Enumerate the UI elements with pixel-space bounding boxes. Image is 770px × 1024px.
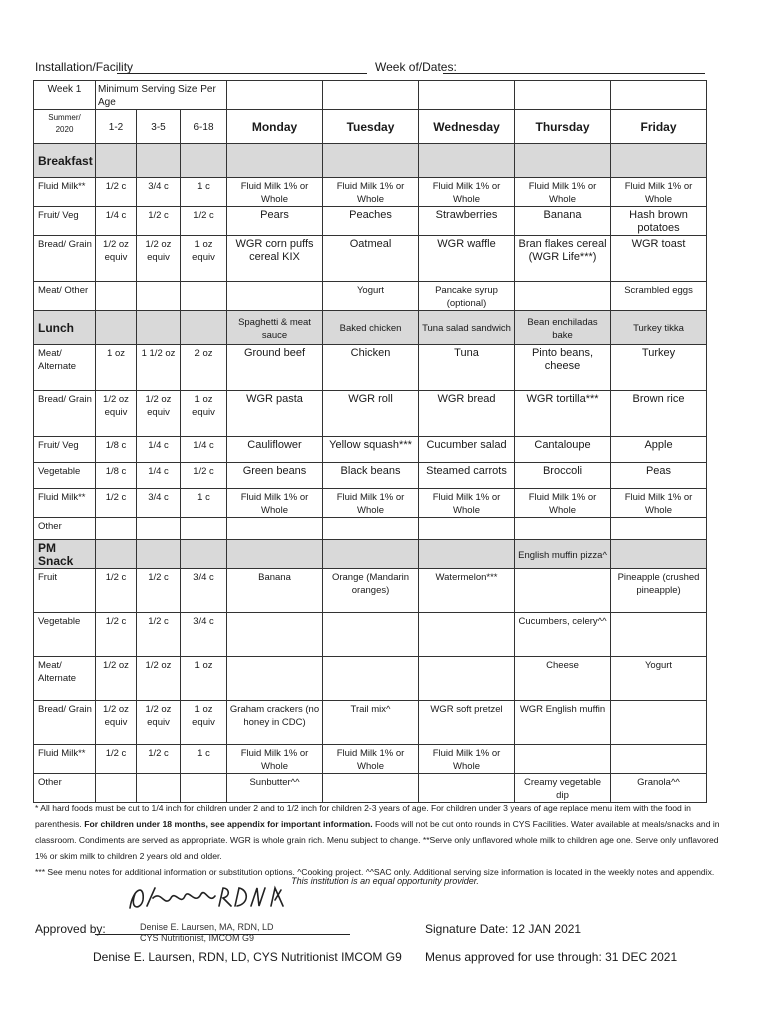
component-label: Other bbox=[34, 518, 96, 540]
table-row bbox=[34, 518, 707, 540]
table-row bbox=[34, 345, 707, 391]
menu-item-monday: Sunbutter^^ bbox=[227, 774, 323, 803]
section-blank-cell bbox=[611, 144, 707, 178]
serving-size: 1/2 c bbox=[137, 207, 181, 236]
table-row bbox=[34, 613, 707, 657]
menu-item-monday: Green beans bbox=[227, 463, 323, 489]
menu-table bbox=[33, 80, 707, 803]
menu-item-tuesday: Black beans bbox=[323, 463, 419, 489]
menu-item-wednesday: Strawberries bbox=[419, 207, 515, 236]
menu-item-wednesday: WGR bread bbox=[419, 391, 515, 437]
menu-item-monday bbox=[227, 613, 323, 657]
menu-item-thursday: Cucumbers, celery^^ bbox=[515, 613, 611, 657]
menu-item-wednesday: Fluid Milk 1% or Whole bbox=[419, 745, 515, 774]
serving-size: 1/4 c bbox=[137, 463, 181, 489]
menu-item-wednesday: Fluid Milk 1% or Whole bbox=[419, 178, 515, 207]
serving-size: 3/4 c bbox=[137, 489, 181, 518]
menu-item-wednesday: WGR waffle bbox=[419, 236, 515, 282]
section-title: Breakfast bbox=[34, 144, 96, 178]
section-day-entry bbox=[611, 540, 707, 569]
table-row bbox=[34, 774, 707, 803]
serving-size: 1/2 oz equiv bbox=[137, 391, 181, 437]
menu-item-monday: WGR pasta bbox=[227, 391, 323, 437]
printed-name: Denise E. Laursen, MA, RDN, LD bbox=[140, 922, 274, 932]
table-row bbox=[34, 437, 707, 463]
menu-item-thursday: Banana bbox=[515, 207, 611, 236]
menu-item-thursday: WGR tortilla*** bbox=[515, 391, 611, 437]
menu-item-wednesday: Watermelon*** bbox=[419, 569, 515, 613]
menu-item-monday bbox=[227, 657, 323, 701]
menu-item-wednesday: Fluid Milk 1% or Whole bbox=[419, 489, 515, 518]
menu-item-tuesday: Trail mix^ bbox=[323, 701, 419, 745]
section-blank-cell bbox=[515, 144, 611, 178]
menu-item-thursday: Fluid Milk 1% or Whole bbox=[515, 178, 611, 207]
component-label: Fluid Milk** bbox=[34, 178, 96, 207]
menu-item-friday bbox=[611, 518, 707, 540]
component-label: Bread/ Grain bbox=[34, 236, 96, 282]
menu-item-monday bbox=[227, 518, 323, 540]
day-header-friday: Friday bbox=[611, 110, 707, 144]
menu-item-thursday: WGR English muffin bbox=[515, 701, 611, 745]
approved-through: Menus approved for use through: 31 DEC 2021 bbox=[425, 950, 678, 964]
serving-size: 1 c bbox=[181, 745, 227, 774]
printed-signature-block bbox=[140, 922, 274, 944]
component-label: Meat/ Other bbox=[34, 282, 96, 311]
table-row bbox=[34, 657, 707, 701]
menu-item-wednesday: Steamed carrots bbox=[419, 463, 515, 489]
installation-line bbox=[117, 73, 367, 74]
table-subheader-row bbox=[34, 110, 707, 144]
menu-item-friday: Granola^^ bbox=[611, 774, 707, 803]
section-blank-cell bbox=[96, 144, 137, 178]
blank-header-cell bbox=[419, 81, 515, 110]
component-label: Fruit bbox=[34, 569, 96, 613]
serving-size: 1/2 oz bbox=[96, 657, 137, 701]
serving-size: 1/4 c bbox=[137, 437, 181, 463]
serving-size bbox=[181, 774, 227, 803]
menu-item-monday: Fluid Milk 1% or Whole bbox=[227, 178, 323, 207]
section-blank-cell bbox=[181, 540, 227, 569]
week-dates-label: Week of/Dates: bbox=[375, 60, 457, 74]
section-blank-cell bbox=[419, 144, 515, 178]
season-label: Summer/ 2020 bbox=[34, 110, 96, 144]
signature-date: Signature Date: 12 JAN 2021 bbox=[425, 922, 582, 936]
serving-size: 1/8 c bbox=[96, 437, 137, 463]
section-blank-cell bbox=[137, 144, 181, 178]
serving-size bbox=[96, 774, 137, 803]
menu-item-tuesday bbox=[323, 613, 419, 657]
day-header-thursday: Thursday bbox=[515, 110, 611, 144]
menu-item-friday: Fluid Milk 1% or Whole bbox=[611, 489, 707, 518]
menu-item-monday: Graham crackers (no honey in CDC) bbox=[227, 701, 323, 745]
menu-item-tuesday: Orange (Mandarin oranges) bbox=[323, 569, 419, 613]
footnotes bbox=[35, 800, 725, 880]
serving-size: 1 c bbox=[181, 489, 227, 518]
approved-by-label: Approved by: bbox=[35, 922, 106, 936]
serving-size: 1/2 c bbox=[137, 569, 181, 613]
menu-item-wednesday bbox=[419, 613, 515, 657]
menu-item-wednesday: WGR soft pretzel bbox=[419, 701, 515, 745]
component-label: Fluid Milk** bbox=[34, 745, 96, 774]
footnote-1: * All hard foods must be cut to 1/4 inch for children under 2 and to 1/2 inch for children 2-3 years of age. For children under 3 years of age replace menu item with the food in parenthesis. For children under 18 months, see appendix for important information. Foods will not be cut onto rounds in CYS Facilities. Water available at meals/snacks and in classroom. Condiments are served as appropriate. WGR is whole grain rich. Menu subject to change. **Serve only unflavored whole milk to children age one. Serve only unflavored 1% or skim milk to children 2 years old and older. bbox=[35, 803, 720, 861]
menu-item-thursday bbox=[515, 745, 611, 774]
menu-item-friday: Yogurt bbox=[611, 657, 707, 701]
menu-item-tuesday: Chicken bbox=[323, 345, 419, 391]
section-blank-cell bbox=[181, 144, 227, 178]
blank-header-cell bbox=[611, 81, 707, 110]
table-row bbox=[34, 489, 707, 518]
serving-size: 1/2 oz equiv bbox=[137, 701, 181, 745]
menu-item-tuesday: Fluid Milk 1% or Whole bbox=[323, 745, 419, 774]
section-day-entry: Tuna salad sandwich bbox=[419, 311, 515, 345]
menu-item-friday: WGR toast bbox=[611, 236, 707, 282]
serving-size: 1/2 c bbox=[137, 613, 181, 657]
serving-size: 1 1/2 oz bbox=[137, 345, 181, 391]
table-row bbox=[34, 178, 707, 207]
menu-item-tuesday: Fluid Milk 1% or Whole bbox=[323, 489, 419, 518]
serving-size: 1 oz equiv bbox=[181, 236, 227, 282]
section-row-pm-snack bbox=[34, 540, 707, 569]
table-row bbox=[34, 745, 707, 774]
age-group-3: 6-18 bbox=[181, 110, 227, 144]
serving-size: 3/4 c bbox=[137, 178, 181, 207]
menu-item-thursday bbox=[515, 569, 611, 613]
section-row-breakfast bbox=[34, 144, 707, 178]
menu-item-friday: Peas bbox=[611, 463, 707, 489]
serving-size: 1/2 c bbox=[96, 489, 137, 518]
serving-size bbox=[137, 774, 181, 803]
menu-item-thursday: Cantaloupe bbox=[515, 437, 611, 463]
menu-item-friday: Scrambled eggs bbox=[611, 282, 707, 311]
menu-item-friday: Brown rice bbox=[611, 391, 707, 437]
table-row bbox=[34, 236, 707, 282]
menu-item-tuesday: Yellow squash*** bbox=[323, 437, 419, 463]
footnote-bold: For children under 18 months, see appendix for important information. bbox=[84, 819, 373, 829]
serving-size: 1 oz equiv bbox=[181, 391, 227, 437]
serving-size-header: Minimum Serving Size Per Age bbox=[96, 81, 227, 110]
section-blank-cell bbox=[96, 311, 137, 345]
menu-item-friday: Hash brown potatoes bbox=[611, 207, 707, 236]
menu-item-friday: Fluid Milk 1% or Whole bbox=[611, 178, 707, 207]
serving-size: 1/2 oz equiv bbox=[96, 236, 137, 282]
section-blank-cell bbox=[227, 144, 323, 178]
component-label: Meat/ Alternate bbox=[34, 345, 96, 391]
component-label: Meat/ Alternate bbox=[34, 657, 96, 701]
serving-size: 1/2 oz equiv bbox=[96, 701, 137, 745]
serving-size: 2 oz bbox=[181, 345, 227, 391]
menu-item-wednesday: Cucumber salad bbox=[419, 437, 515, 463]
menu-item-tuesday: Peaches bbox=[323, 207, 419, 236]
menu-item-friday: Pineapple (crushed pineapple) bbox=[611, 569, 707, 613]
signatory-name: Denise E. Laursen, RDN, LD, CYS Nutritionist IMCOM G9 bbox=[93, 950, 402, 964]
blank-header-cell bbox=[323, 81, 419, 110]
section-day-entry: Baked chicken bbox=[323, 311, 419, 345]
section-blank-cell bbox=[137, 311, 181, 345]
component-label: Vegetable bbox=[34, 463, 96, 489]
menu-item-thursday: Creamy vegetable dip bbox=[515, 774, 611, 803]
serving-size bbox=[137, 518, 181, 540]
serving-size: 1 oz equiv bbox=[181, 701, 227, 745]
blank-header-cell bbox=[227, 81, 323, 110]
component-label: Fluid Milk** bbox=[34, 489, 96, 518]
handwritten-signature bbox=[125, 880, 285, 916]
serving-size: 1/2 c bbox=[181, 207, 227, 236]
serving-size bbox=[137, 282, 181, 311]
serving-size: 1 c bbox=[181, 178, 227, 207]
table-row bbox=[34, 207, 707, 236]
day-header-tuesday: Tuesday bbox=[323, 110, 419, 144]
component-label: Other bbox=[34, 774, 96, 803]
day-header-monday: Monday bbox=[227, 110, 323, 144]
menu-item-thursday: Fluid Milk 1% or Whole bbox=[515, 489, 611, 518]
section-day-entry bbox=[227, 540, 323, 569]
serving-size: 1 oz bbox=[181, 657, 227, 701]
section-title: PM Snack bbox=[34, 540, 96, 569]
menu-item-tuesday: WGR roll bbox=[323, 391, 419, 437]
menu-item-tuesday: Yogurt bbox=[323, 282, 419, 311]
menu-item-thursday: Bran flakes cereal (WGR Life***) bbox=[515, 236, 611, 282]
section-blank-cell bbox=[137, 540, 181, 569]
menu-item-monday: Pears bbox=[227, 207, 323, 236]
serving-size: 1/4 c bbox=[96, 207, 137, 236]
week-dates-line bbox=[443, 73, 705, 74]
menu-item-tuesday bbox=[323, 518, 419, 540]
menu-item-tuesday bbox=[323, 657, 419, 701]
serving-size: 1/2 c bbox=[181, 463, 227, 489]
serving-size: 1/2 c bbox=[96, 613, 137, 657]
equal-opportunity-statement: This institution is an equal opportunity provider. bbox=[291, 876, 479, 886]
serving-size bbox=[181, 282, 227, 311]
section-blank-cell bbox=[96, 540, 137, 569]
menu-item-tuesday bbox=[323, 774, 419, 803]
menu-item-friday bbox=[611, 613, 707, 657]
menu-item-wednesday bbox=[419, 774, 515, 803]
serving-size bbox=[96, 518, 137, 540]
component-label: Vegetable bbox=[34, 613, 96, 657]
menu-item-wednesday: Pancake syrup (optional) bbox=[419, 282, 515, 311]
section-row-lunch bbox=[34, 311, 707, 345]
menu-item-tuesday: Oatmeal bbox=[323, 236, 419, 282]
serving-size: 1/8 c bbox=[96, 463, 137, 489]
table-row bbox=[34, 463, 707, 489]
installation-label: Installation/Facility bbox=[35, 60, 134, 74]
section-day-entry: Spaghetti & meat sauce bbox=[227, 311, 323, 345]
component-label: Bread/ Grain bbox=[34, 391, 96, 437]
section-blank-cell bbox=[323, 144, 419, 178]
menu-item-wednesday bbox=[419, 518, 515, 540]
table-header-row bbox=[34, 81, 707, 110]
menu-item-thursday: Broccoli bbox=[515, 463, 611, 489]
blank-header-cell bbox=[515, 81, 611, 110]
serving-size: 3/4 c bbox=[181, 613, 227, 657]
serving-size: 1/2 c bbox=[137, 745, 181, 774]
section-day-entry bbox=[419, 540, 515, 569]
menu-item-friday bbox=[611, 701, 707, 745]
menu-item-monday: Cauliflower bbox=[227, 437, 323, 463]
table-row bbox=[34, 391, 707, 437]
printed-title: CYS Nutritionist, IMCOM G9 bbox=[140, 933, 255, 943]
serving-size: 1/2 c bbox=[96, 745, 137, 774]
menu-item-monday: Fluid Milk 1% or Whole bbox=[227, 489, 323, 518]
serving-size: 1/2 c bbox=[96, 178, 137, 207]
section-day-entry: English muffin pizza^ bbox=[515, 540, 611, 569]
section-day-entry bbox=[323, 540, 419, 569]
section-day-entry: Turkey tikka bbox=[611, 311, 707, 345]
age-group-1: 1-2 bbox=[96, 110, 137, 144]
component-label: Bread/ Grain bbox=[34, 701, 96, 745]
serving-size bbox=[181, 518, 227, 540]
menu-item-friday: Turkey bbox=[611, 345, 707, 391]
menu-item-monday: Fluid Milk 1% or Whole bbox=[227, 745, 323, 774]
menu-item-thursday bbox=[515, 282, 611, 311]
menu-item-wednesday: Tuna bbox=[419, 345, 515, 391]
menu-item-friday: Apple bbox=[611, 437, 707, 463]
age-group-2: 3-5 bbox=[137, 110, 181, 144]
serving-size: 1/2 oz equiv bbox=[96, 391, 137, 437]
section-title: Lunch bbox=[34, 311, 96, 345]
menu-item-monday: WGR corn puffs cereal KIX bbox=[227, 236, 323, 282]
menu-item-monday: Ground beef bbox=[227, 345, 323, 391]
serving-size: 1 oz bbox=[96, 345, 137, 391]
serving-size bbox=[96, 282, 137, 311]
component-label: Fruit/ Veg bbox=[34, 437, 96, 463]
menu-item-tuesday: Fluid Milk 1% or Whole bbox=[323, 178, 419, 207]
serving-size: 1/2 oz equiv bbox=[137, 236, 181, 282]
serving-size: 1/2 oz bbox=[137, 657, 181, 701]
component-label: Fruit/ Veg bbox=[34, 207, 96, 236]
section-blank-cell bbox=[181, 311, 227, 345]
menu-item-friday bbox=[611, 745, 707, 774]
menu-item-thursday: Pinto beans, cheese bbox=[515, 345, 611, 391]
table-row bbox=[34, 569, 707, 613]
menu-item-monday: Banana bbox=[227, 569, 323, 613]
footnote-3: *** See menu notes for additional information or substitution options. ^Cooking project. ^^SAC only. Additional serving size information is located in the weekly notes and appendix. bbox=[35, 867, 715, 877]
serving-size: 1/2 c bbox=[96, 569, 137, 613]
table-row bbox=[34, 282, 707, 311]
section-day-entry: Bean enchiladas bake bbox=[515, 311, 611, 345]
day-header-wednesday: Wednesday bbox=[419, 110, 515, 144]
menu-item-thursday: Cheese bbox=[515, 657, 611, 701]
menu-item-thursday bbox=[515, 518, 611, 540]
menu-item-monday bbox=[227, 282, 323, 311]
serving-size: 1/4 c bbox=[181, 437, 227, 463]
table-row bbox=[34, 701, 707, 745]
menu-item-wednesday bbox=[419, 657, 515, 701]
week-label: Week 1 bbox=[34, 81, 96, 110]
serving-size: 3/4 c bbox=[181, 569, 227, 613]
